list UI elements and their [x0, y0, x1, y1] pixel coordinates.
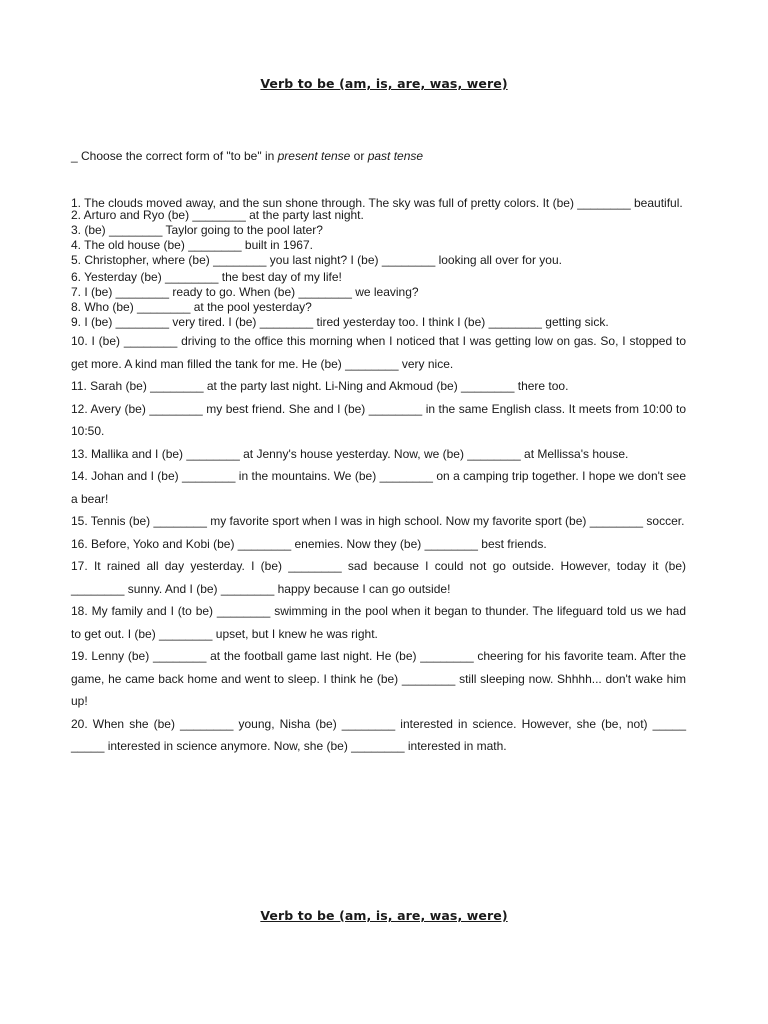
question-list: [71, 192, 686, 758]
question-item: 1. The clouds moved away, and the sun shone through. The sky was full of pretty colors. It (be) ________ beautiful.: [71, 196, 683, 210]
question-item: 12. Avery (be) ________ my best friend. She and I (be) ________ in the same English class. It meets from 10:00 to 10:50.: [71, 401, 686, 438]
question-item: 5. Christopher, where (be) ________ you last night? I (be) ________ looking all over for you.: [71, 253, 562, 267]
instruction-past-tense: past tense: [367, 149, 424, 163]
question-item: 15. Tennis (be) ________ my favorite sport when I was in high school. Now my favorite sport (be) ________ soccer.: [71, 514, 685, 528]
page-title: Verb to be (am, is, are, was, were): [260, 76, 508, 91]
page-title-repeat: Verb to be (am, is, are, was, were): [260, 908, 508, 923]
instruction-text: [71, 149, 423, 164]
instruction-or: or: [350, 149, 368, 163]
question-item: 10. I (be) ________ driving to the office this morning when I noticed that I was getting low on gas. So, I stopped to get more. A kind man filled the tank for me. He (be) ________ very nice.: [71, 334, 686, 371]
question-item: 18. My family and I (to be) ________ swimming in the pool when it began to thunder. The lifeguard told us we had to get out. I (be) ________ upset, but I knew he was right.: [71, 604, 686, 641]
question-item: 17. It rained all day yesterday. I (be) ________ sad because I could not go outside. However, today it (be) ________ sunny. And I (be) ________ happy because I can go outside!: [71, 559, 686, 596]
question-item: 9. I (be) ________ very tired. I (be) ________ tired yesterday too. I think I (be) ________ getting sick.: [71, 315, 609, 329]
instruction-present-tense: present tense: [277, 149, 351, 163]
question-item: 14. Johan and I (be) ________ in the mountains. We (be) ________ on a camping trip together. I hope we don't see a bear!: [71, 469, 686, 506]
question-item: 2. Arturo and Ryo (be) ________ at the party last night.: [71, 208, 364, 222]
question-item: 20. When she (be) ________ young, Nisha (be) ________ interested in science. However, she (be, not) _____ _____ interested in science anymore. Now, she (be) ________ interested in math.: [71, 716, 686, 753]
question-item: 19. Lenny (be) ________ at the football game last night. He (be) ________ cheering for his favorite team. After the game, he came back home and went to sleep. I think he (be) ________ still sleeping now. Shhhh... don't wake him up!: [71, 649, 686, 708]
instruction-prefix: _ Choose the correct form of "to be" in: [71, 149, 278, 163]
question-item: 16. Before, Yoko and Kobi (be) ________ enemies. Now they (be) ________ best friends.: [71, 536, 547, 551]
question-item: 7. I (be) ________ ready to go. When (be) ________ we leaving?: [71, 285, 419, 299]
question-item: 3. (be) ________ Taylor going to the pool later?: [71, 223, 323, 237]
question-item: 13. Mallika and I (be) ________ at Jenny's house yesterday. Now, we (be) ________ at Mellissa's house.: [71, 446, 629, 461]
question-item: 6. Yesterday (be) ________ the best day of my life!: [71, 270, 342, 284]
question-item: 11. Sarah (be) ________ at the party last night. Li-Ning and Akmoud (be) ________ there too.: [71, 379, 569, 393]
question-item: 8. Who (be) ________ at the pool yesterday?: [71, 300, 312, 314]
question-item: 4. The old house (be) ________ built in 1967.: [71, 238, 313, 252]
